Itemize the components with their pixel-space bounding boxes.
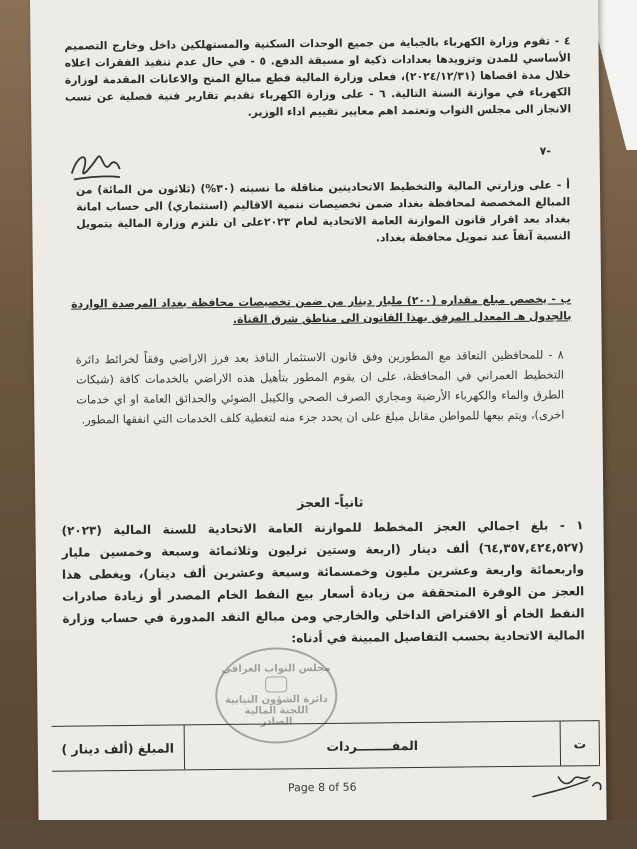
deficit-table-header bbox=[52, 720, 600, 772]
table-header-number: ت bbox=[560, 721, 600, 765]
section-heading: ثانياً- العجز bbox=[297, 494, 364, 511]
paragraph-7b: ب - يخصص مبلغ مقداره (٢٠٠) مليار دينار من ضمن تخصيصات محافظة بغداد المرصدة الواردة بالجدول هـ المعدل المرفق بهذا القانون الى مناطق شرق القناة. bbox=[71, 292, 572, 326]
paragraph-8: ٨ - للمحافظين التعاقد مع المطورين وفق قانون الاستثمار النافذ بعد فرز الاراضي وفقاً لخرائط دائرة التخطيط العمراني في المحافظة، على ان يقوم المطور بتأهيل هذه الاراضي بالخدمات كافة (شبكات الطرق والماء والكهرباء الأرضية ومجاري الصرف الصحي والكيبل الضوئي والحدائق العامة او اي خدمات اخرى)، ويتم بيعها للمواطن مقابل مبلغ على ان يحدد جزء منه لتغطية كلف الخدمات التي انفقها المطور. bbox=[75, 347, 565, 427]
paragraph-items-4-6: ٤ - تقوم وزارة الكهرباء بالجباية من جميع الوحدات السكنية والمستهلكين داخل وخارج التصميم الأساسي للمدن وتزويدها بعدادات ذكية او مسبقة الدفع. ٥ - في حال عدم تنفيذ الفقرات اعلاه خلال مدة اقصاها (٢٠٢٤/١٢/٣١)، فعلى وزارة المالية قطع مبالغ المنح والاعانات المقدمة لوزارة الكهرباء في موازنة السنة التالية. ٦ - على وزارة الكهرباء تقديم تقارير فنية فصلية عن نسب الانجاز الى مجلس النواب وتعتمد اهم معايير تقييم اداء الوزير. bbox=[64, 34, 572, 119]
stamp-line-4: الصادر bbox=[260, 716, 293, 728]
table-header-items: المفــــــــردات bbox=[183, 721, 560, 769]
document-page bbox=[30, 0, 607, 845]
paragraph-7a: أ - على وزارتي المالية والتخطيط الاتحاديتين مناقلة ما نسبته (٣٠%) (ثلاثون من المائة) من المبالغ المخصصة لمحافظة بغداد ضمن تخصيصات تنمية الاقاليم (استثماري) الى حساب امانة بغداد بعد اقرار قانون الموازنة العامة الاتحادية لعام ٢٠٢٣على ان تلتزم وزارة المالية بتمويل النسبة آنفاً عند تمويل محافظة بغداد. bbox=[75, 178, 571, 245]
background-floor bbox=[0, 820, 637, 849]
handwritten-initials bbox=[528, 766, 608, 807]
stamp-line-1: مجلس النواب العراقي bbox=[221, 662, 331, 676]
stamp-line-2: دائرة الشؤون النيابية bbox=[224, 693, 328, 706]
page-number: Page 8 of 56 bbox=[287, 780, 357, 795]
table-header-amount: المبلغ (ألف دينار ) bbox=[61, 740, 175, 757]
stamp-line-3: اللجنة المالية bbox=[244, 705, 309, 717]
item-7-label: -٧ bbox=[539, 144, 551, 158]
emblem-icon bbox=[265, 676, 287, 692]
deficit-paragraph: ١ - بلغ اجمالي العجز المخطط للموازنة العامة الاتحادية للسنة المالية (٢٠٢٣) (٦٤,٣٥٧,٤٢٤,٥٢٧) ألف دينار (اربعة وستين ترليون وثلاثمائة وسبعة وخمسين مليار واربعمائة واربعة وعشرين مليون وخمسمائة وسبعة وعشرين ألف دينار)، ويغطى هذا العجز من الوفرة المتحققة من زيادة أسعار بيع النفط الخام المصدر أو زيادة صادرات النفط الخام أو الاقتراض الداخلي والخارجي ومن مبالغ النقد المدورة في حساب وزارة المالية الاتحادية بحسب التفاصيل المبينة في أدناه: bbox=[61, 518, 585, 646]
